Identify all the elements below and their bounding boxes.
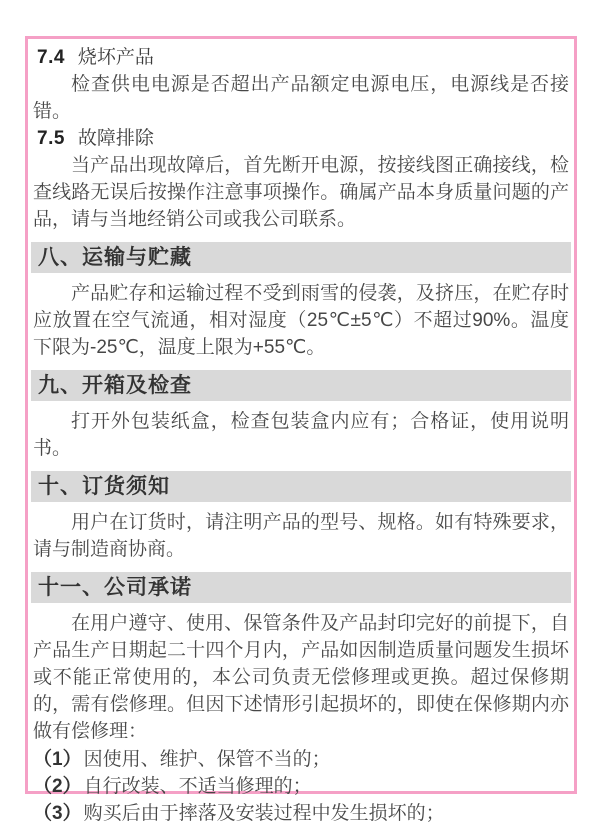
subsection-7-5-heading (31, 125, 571, 152)
page-border-frame (25, 36, 577, 824)
list-item-marker: （2） (33, 776, 82, 797)
unpacking-inspection-paragraph: 打开外包装纸盒，检查包装盒内应有；合格证，使用说明书。 (33, 411, 569, 459)
ordering-notes-paragraph: 用户在订货时，请注明产品的型号、规格。如有特殊要求，请与制造商协商。 (33, 512, 569, 560)
subsection-number: 7.4 (37, 47, 65, 68)
transport-storage-paragraph: 产品贮存和运输过程不受到雨雪的侵袭，及挤压，在贮存时应放置在空气流通，相对湿度（25℃±5℃）不超过90%。温度下限为-25℃，温度上限为+55℃。 (33, 283, 569, 358)
list-item (31, 746, 571, 773)
list-item-text: 自行改装、不适当修理的； (83, 776, 312, 797)
warranty-exclusion-list (31, 746, 571, 827)
subsection-7-4-paragraph: 检查供电电源是否超出产品额定电源电压，电源线是否接错。 (33, 74, 569, 122)
list-item-marker: （3） (33, 803, 82, 824)
list-item (31, 800, 571, 827)
subsection-7-5-paragraph: 当产品出现故障后，首先断开电源，按接线图正确接线，检查线路无误后按操作注意事项操作。确属产品本身质量问题的产品，请与当地经销公司或我公司联系。 (33, 155, 569, 230)
section-heading-company-commitment: 十一、公司承诺 (31, 572, 571, 603)
list-item-text: 因使用、维护、保管不当的； (83, 749, 331, 770)
list-item-marker: （1） (33, 749, 82, 770)
subsection-title: 烧坏产品 (77, 47, 154, 68)
subsection-7-4-heading (31, 44, 571, 71)
company-commitment-paragraph: 在用户遵守、使用、保管条件及产品封印完好的前提下，自产品生产日期起二十四个月内，产品如因制造质量问题发生损坏或不能正常使用的，本公司负责无偿修理或更换。超过保修期的，需有偿修理。但因下述情形引起损坏的，即使在保修期内亦做有偿修理： (33, 613, 569, 742)
subsection-title: 故障排除 (77, 128, 154, 149)
section-heading-transport-storage: 八、运输与贮藏 (31, 242, 571, 273)
section-heading-ordering-notes: 十、订货须知 (31, 471, 571, 502)
section-heading-unpacking-inspection: 九、开箱及检查 (31, 370, 571, 401)
list-item-text: 购买后由于摔落及安装过程中发生损坏的； (83, 803, 445, 824)
subsection-number: 7.5 (37, 128, 65, 149)
list-item (31, 773, 571, 800)
